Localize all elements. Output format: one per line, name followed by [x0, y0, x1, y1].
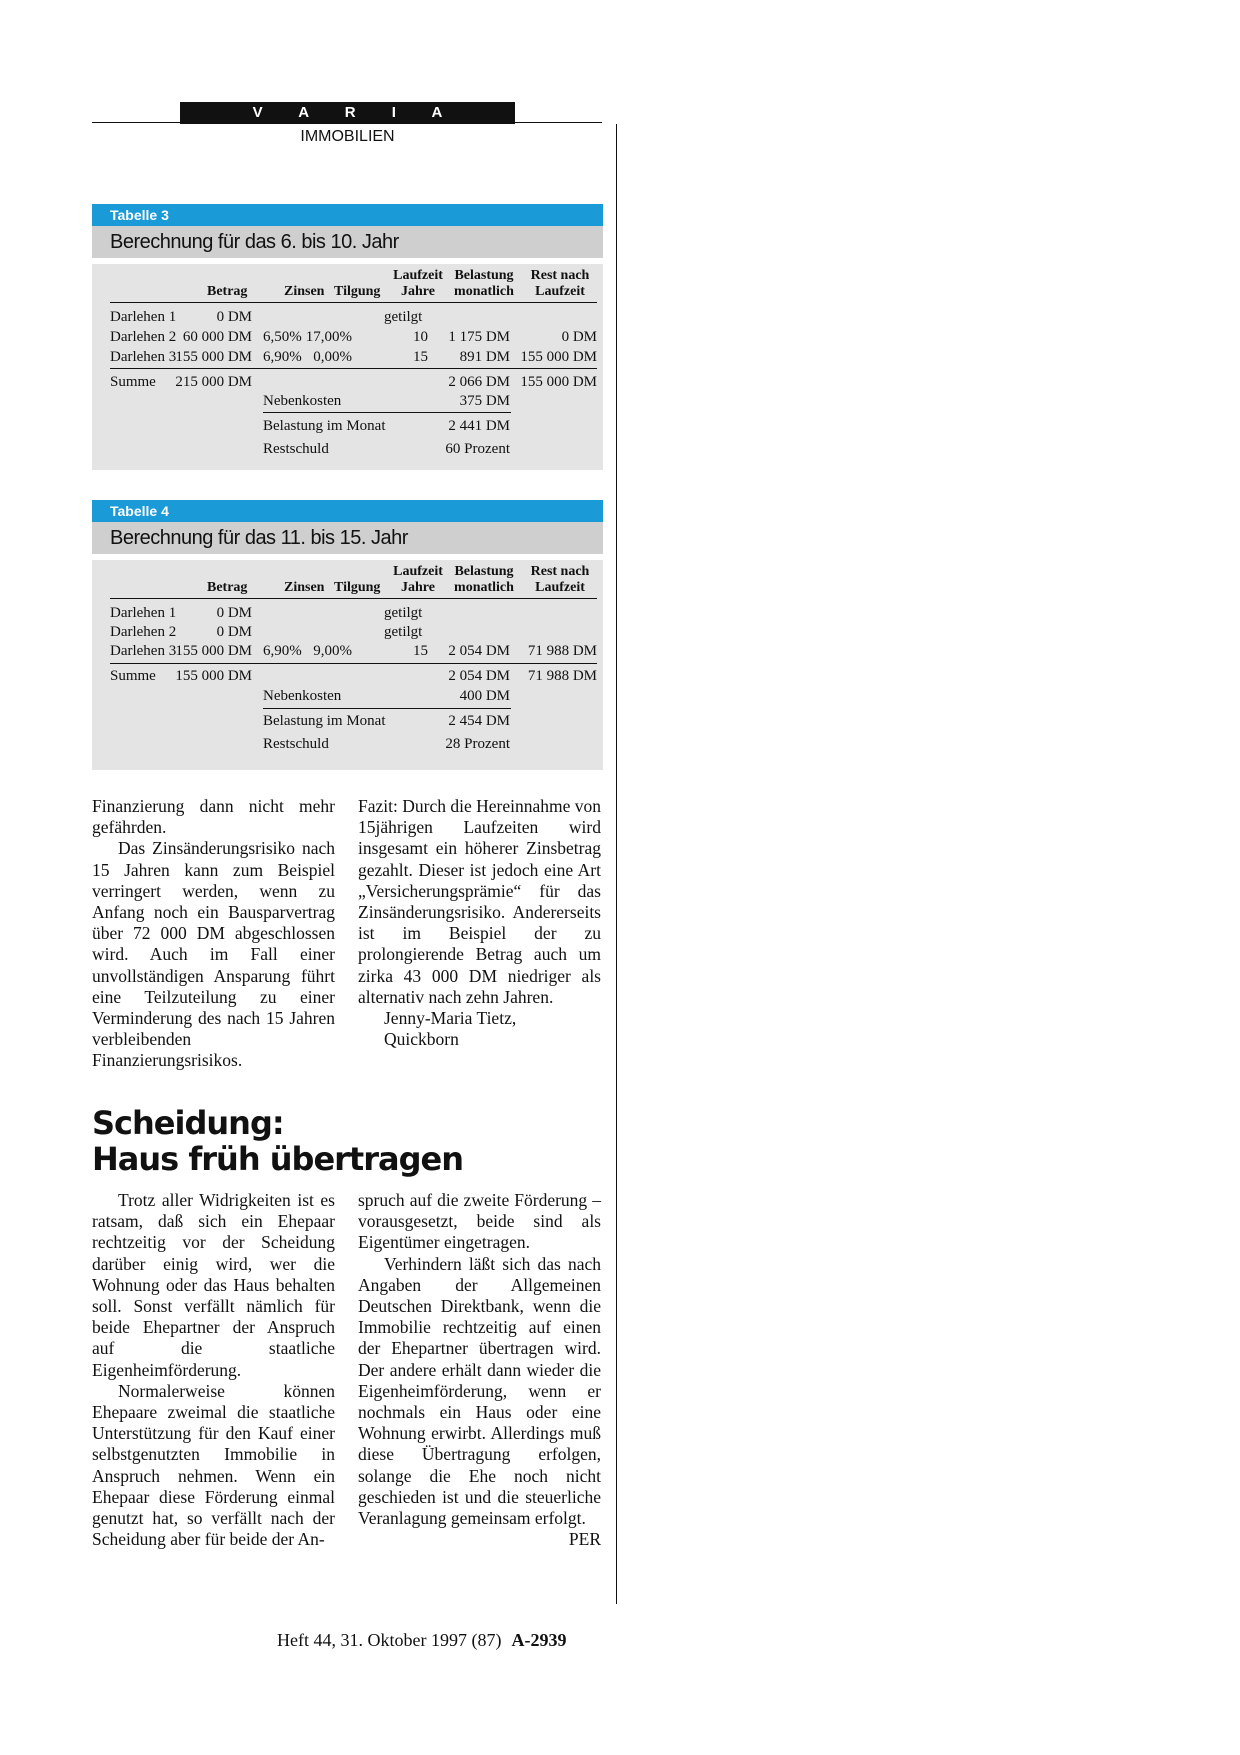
section-label: V A R I A: [180, 102, 515, 124]
header-belastung: Belastung monatlich: [454, 564, 514, 595]
table-cell: 155 000 DM: [175, 643, 252, 659]
table-cell: 0 DM: [216, 624, 252, 640]
table-cell: Darlehen 1: [110, 309, 177, 325]
header-laufzeit: Laufzeit Jahre: [393, 268, 443, 299]
table-cell: 6,90%: [263, 349, 302, 365]
table-cell: Nebenkosten: [263, 393, 342, 409]
table-cell: getilgt: [384, 309, 423, 325]
table-cell: 155 000 DM: [520, 349, 597, 365]
table-cell: 2 066 DM: [448, 374, 510, 390]
page-number: A-2939: [511, 1630, 567, 1650]
table-cell: Summe: [110, 374, 156, 390]
table-cell: 2 441 DM: [448, 418, 510, 434]
table-cell: Darlehen 3: [110, 643, 177, 659]
paragraph: Das Zinsänderungsrisiko nach 15 Jahren kann zum Beispiel verringert werden, wenn zu Anfang noch ein Bausparvertrag über 72 000 DM abgeschlossen wird. Auch im Fall einer unvollständigen Ansparung führt eine Teilzuteilung zu einer Verminderung des nach 15 Jahren verbleibenden Finanzierungsrisikos.: [92, 838, 335, 1071]
table-cell: 6,90%: [263, 643, 302, 659]
table-cell: 400 DM: [459, 688, 510, 704]
table-cell: 0 DM: [561, 329, 597, 345]
header-rule: [110, 598, 597, 599]
header-tilgung: Tilgung: [334, 580, 381, 595]
header-rest: Rest nach Laufzeit: [530, 564, 590, 595]
header-rest: Rest nach Laufzeit: [530, 268, 590, 299]
signature: PER: [568, 1529, 601, 1550]
table-cell: 10: [413, 329, 428, 345]
table-cell: 71 988 DM: [527, 668, 597, 684]
table-cell: Darlehen 3: [110, 349, 177, 365]
header-betrag: Betrag: [207, 284, 248, 299]
table-cell: Darlehen 2: [110, 624, 177, 640]
table-cell: Restschuld: [263, 441, 329, 457]
table-cell: 9,00%: [313, 643, 352, 659]
table-body: [92, 560, 603, 770]
header-belastung: Belastung monatlich: [454, 268, 514, 299]
table-cell: 2 054 DM: [448, 668, 510, 684]
subtotal-rule: [263, 708, 511, 709]
table-title: Berechnung für das 11. bis 15. Jahr: [92, 522, 603, 554]
table-cell: 71 988 DM: [527, 643, 597, 659]
article2-col2: [358, 1190, 601, 1550]
paragraph: Fazit: Durch die Hereinnahme von 15jährigen Laufzeiten wird insgesamt ein höherer Zinsbetrag gezahlt. Dieser ist jedoch eine Art „Versicherungsprämie“ für das Zinsänderungsrisiko. Andererseits ist im Beispiel der zu prolongierende Betrag auch um zirka 43 000 DM niedriger als alternativ nach zehn Jahren.: [358, 796, 601, 1007]
table-cell: 155 000 DM: [520, 374, 597, 390]
table-cell: 2 454 DM: [448, 713, 510, 729]
table-cell: 17,00%: [305, 329, 352, 345]
table-cell: Nebenkosten: [263, 688, 342, 704]
table-title: Berechnung für das 6. bis 10. Jahr: [92, 226, 603, 258]
table-3: [92, 204, 603, 470]
article1-col1: [92, 796, 335, 1072]
paragraph: spruch auf die zweite Förderung – vorausgesetzt, beide sind als Eigentümer eingetragen.: [358, 1190, 601, 1253]
table-cell: Belastung im Monat: [263, 418, 386, 434]
subtotal-rule: [263, 412, 511, 413]
table-4: [92, 500, 603, 770]
paragraph: Trotz aller Widrigkeiten ist es ratsam, daß sich ein Ehepaar rechtzeitig vor der Scheidung darüber einig wird, wer die Wohnung oder das Haus behalten soll. Sonst verfällt nämlich für beide Ehepartner der Anspruch auf die staatliche Eigenheimförderung.: [92, 1190, 335, 1380]
header-zinsen: Zinsen: [284, 580, 325, 595]
table-cell: 15: [413, 349, 428, 365]
table-cell: getilgt: [384, 605, 423, 621]
table-cell: Summe: [110, 668, 156, 684]
author-place: Quickborn: [384, 1029, 459, 1050]
ressort-label: IMMOBILIEN: [300, 128, 395, 145]
header-laufzeit: Laufzeit Jahre: [393, 564, 443, 595]
header-rule: [110, 302, 597, 303]
table-label: Tabelle 3: [92, 204, 603, 226]
table-cell: 375 DM: [459, 393, 510, 409]
author: Jenny-Maria Tietz,: [384, 1008, 517, 1029]
table-cell: 2 054 DM: [448, 643, 510, 659]
header-tilgung: Tilgung: [334, 284, 381, 299]
sum-rule: [110, 368, 597, 369]
table-cell: Darlehen 1: [110, 605, 177, 621]
table-cell: 215 000 DM: [175, 374, 252, 390]
table-cell: 6,50%: [263, 329, 302, 345]
header-betrag: Betrag: [207, 580, 248, 595]
table-cell: 155 000 DM: [175, 668, 252, 684]
table-cell: 0 DM: [216, 309, 252, 325]
table-cell: 60 000 DM: [182, 329, 252, 345]
table-cell: 155 000 DM: [175, 349, 252, 365]
article2-col1: [92, 1190, 335, 1550]
table-cell: 0 DM: [216, 605, 252, 621]
sum-rule: [110, 663, 597, 664]
article1-col2: [358, 796, 601, 1050]
header-zinsen: Zinsen: [284, 284, 325, 299]
table-cell: 1 175 DM: [448, 329, 510, 345]
table-cell: 891 DM: [459, 349, 510, 365]
table-cell: Darlehen 2: [110, 329, 177, 345]
paragraph: Verhindern läßt sich das nach Angaben der Allgemeinen Deutschen Direktbank, wenn die Immobilie rechtzeitig auf einen der Ehepartner übertragen wird. Der andere erhält dann wieder die Eigenheimförderung, wenn er nochmals ein Haus oder eine Wohnung erwirbt. Allerdings muß diese Übertragung erfolgen, solange die Ehe noch nicht geschieden ist und die steuerliche Veranlagung gemeinsam erfolgt. PER: [358, 1253, 601, 1550]
table-cell: getilgt: [384, 624, 423, 640]
issue-info: Heft 44, 31. Oktober 1997 (87): [277, 1630, 502, 1650]
table-cell: 15: [413, 643, 428, 659]
page-footer: [277, 1630, 566, 1651]
table-cell: Restschuld: [263, 736, 329, 752]
table-label: Tabelle 4: [92, 500, 603, 522]
table-cell: 28 Prozent: [445, 736, 510, 752]
table-body: [92, 264, 603, 470]
paragraph: Finanzierung dann nicht mehr gefährden.: [92, 796, 335, 838]
paragraph: Normalerweise können Ehepaare zweimal die staatliche Unterstützung für den Kauf einer selbstgenutzten Immobilie in Anspruch nehmen. Wenn ein Ehepaar diese Förderung einmal genutzt hat, so verfällt nach der Scheidung aber für beide der An-: [92, 1380, 335, 1550]
table-cell: 60 Prozent: [445, 441, 510, 457]
table-cell: Belastung im Monat: [263, 713, 386, 729]
headline: Scheidung: Haus früh übertragen: [92, 1104, 463, 1178]
table-cell: 0,00%: [313, 349, 352, 365]
column-rule: [616, 124, 617, 1604]
